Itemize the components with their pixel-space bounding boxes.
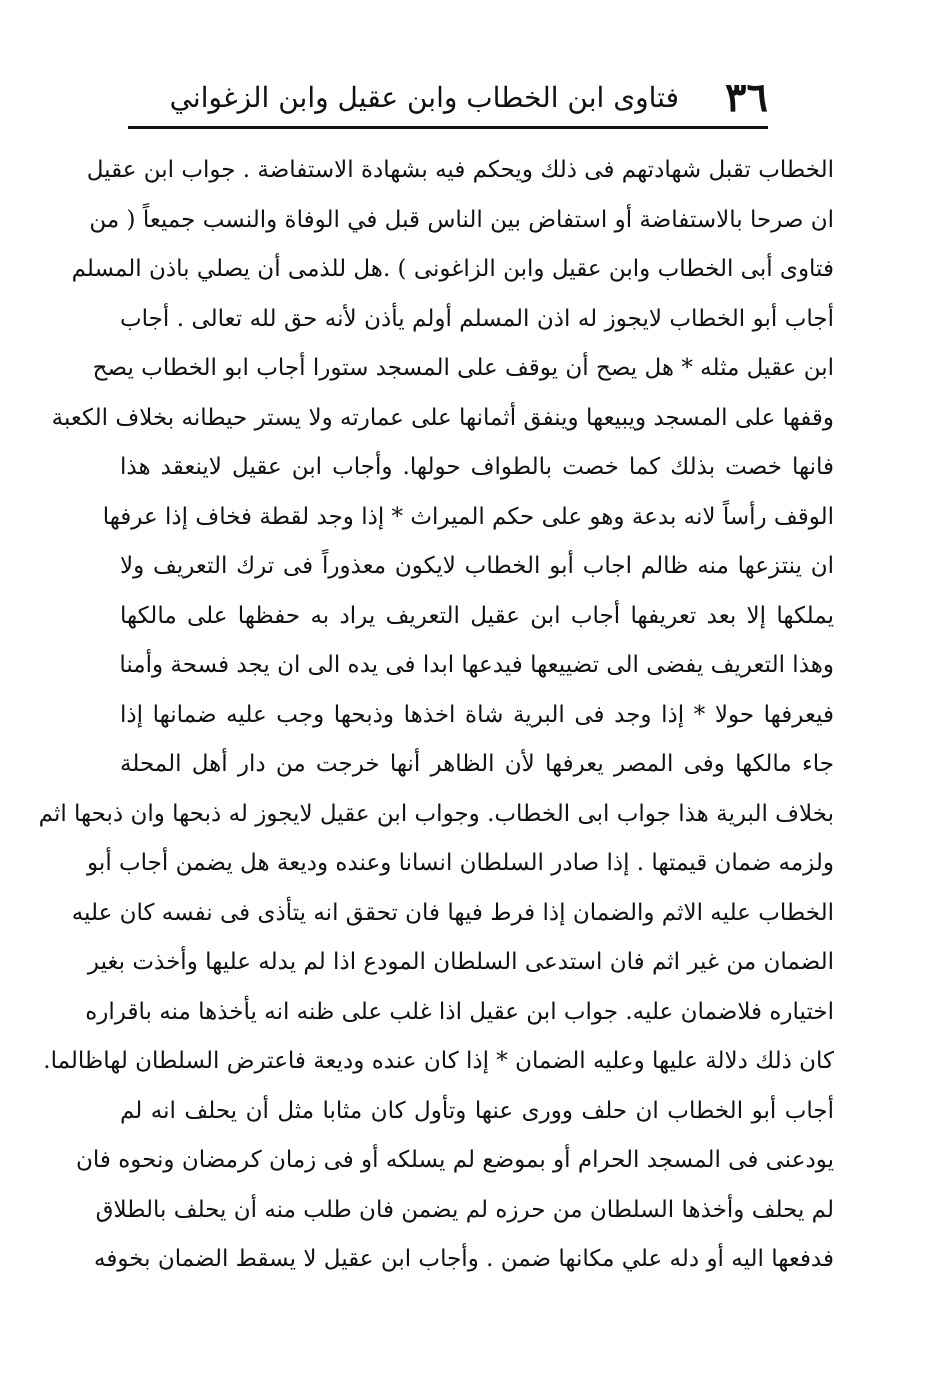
text-line: الضمان من غير اثم فان استدعى السلطان المودع اذا لم يدله عليها وأخذت بغير [87, 949, 834, 975]
text-line: فانها خصت بذلك كما خصت بالطواف حولها. وأجاب ابن عقيل لاينعقد هذا [120, 454, 834, 480]
header-rule [128, 126, 768, 129]
text-line: أجاب أبو الخطاب لايجوز له اذن المسلم أولم يأذن لأنه حق لله تعالى . أجاب [120, 305, 834, 332]
text-line: الوقف رأساً لانه بدعة وهو على حكم الميراث * إذا وجد لقطة فخاف إذا عرفها [102, 503, 834, 530]
text-line: اختياره فلاضمان عليه. جواب ابن عقيل اذا غلب على ظنه انه يأخذها منه باقراره [85, 998, 834, 1025]
text-line: أجاب أبو الخطاب ان حلف وورى عنها وتأول كان مثابا مثل أن يحلف انه لم [120, 1097, 834, 1124]
page-number: ٣٦ [725, 74, 768, 121]
text-line: يملكها إلا بعد تعريفها أجاب ابن عقيل التعريف يراد به حفظها على مالكها [120, 602, 834, 629]
text-line: يودعنى فى المسجد الحرام أو بموضع لم يسلكه أو فى زمان كرمضان ونحوه فان [76, 1147, 834, 1173]
text-line: الخطاب تقبل شهادتهم فى ذلك ويحكم فيه بشهادة الاستفاضة . جواب ابن عقيل [86, 157, 834, 183]
text-line: لم يحلف وأخذها السلطان من حرزه لم يضمن فان طلب منه أن يحلف بالطلاق [95, 1196, 834, 1223]
text-line: فيعرفها حولا * إذا وجد فى البرية شاة اخذها وذبحها وجب عليه ضمانها إذا [120, 701, 834, 728]
body-text [38, 146, 834, 1286]
text-line: بخلاف البرية هذا جواب ابى الخطاب. وجواب ابن عقيل لايجوز له ذبحها وان ذبحها اثم [38, 800, 834, 827]
page-header [128, 70, 768, 126]
running-title: فتاوى ابن الخطاب وابن عقيل وابن الزغواني [169, 81, 680, 114]
text-line: فتاوى أبى الخطاب وابن عقيل وابن الزاغونى ) .هل للذمى أن يصلي باذن المسلم [71, 256, 834, 282]
text-line: فدفعها اليه أو دله علي مكانها ضمن . وأجاب ابن عقيل لا يسقط الضمان بخوفه [94, 1246, 834, 1272]
text-line: الخطاب عليه الاثم والضمان إذا فرط فيها فان تحقق انه يتأذى فى نفسه كان عليه [71, 899, 834, 926]
text-line: ان ينتزعها منه ظالم اجاب أبو الخطاب لايكون معذوراً فى ترك التعريف ولا [120, 553, 834, 579]
text-line: ولزمه ضمان قيمتها . إذا صادر السلطان انسانا وعنده وديعة هل يضمن أجاب أبو [87, 850, 834, 876]
text-line: وقفها على المسجد ويبيعها وينفق أثمانها على عمارته ولا يستر حيطانه بخلاف الكعبة [51, 404, 834, 431]
text-line: وهذا التعريف يفضى الى تضييعها فيدعها ابدا فى يده الى ان يجد فسحة وأمنا [119, 652, 834, 678]
text-line: ابن عقيل مثله * هل يصح أن يوقف على المسجد ستورا أجاب ابو الخطاب يصح [92, 355, 834, 381]
text-line: ان صرحا بالاستفاضة أو استفاض بين الناس قبل في الوفاة والنسب جميعاً ( من [89, 206, 834, 233]
text-line: كان ذلك دلالة عليها وعليه الضمان * إذا كان عنده وديعة فاعترض السلطان لهاظالما. [43, 1048, 834, 1074]
text-line: جاء مالكها وفى المصر يعرفها لأن الظاهر أنها خرجت من دار أهل المحلة [120, 751, 834, 777]
